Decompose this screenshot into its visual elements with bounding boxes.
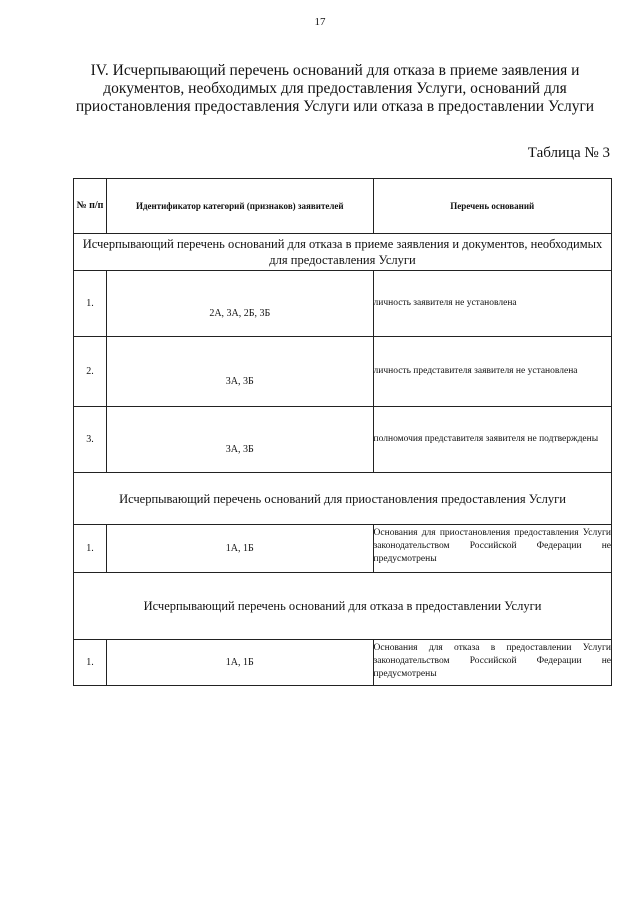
table-row xyxy=(74,640,612,686)
row-reason: Основания для отказа в предоставлении Услуги законодательством Российской Федерации не предусмотрены xyxy=(373,640,611,686)
section-row xyxy=(74,473,612,525)
row-identifier: 1А, 1Б xyxy=(107,525,373,573)
row-identifier: 3А, 3Б xyxy=(225,444,254,455)
row-number: 1. xyxy=(74,271,107,337)
row-reason: полномочия представителя заявителя не подтверждены xyxy=(373,407,611,473)
table-row xyxy=(74,271,612,337)
row-identifier: 1А, 1Б xyxy=(107,640,373,686)
table-header-row xyxy=(74,179,612,234)
section-title-suspension: Исчерпывающий перечень оснований для приостановления предоставления Услуги xyxy=(74,473,612,525)
table-caption: Таблица № 3 xyxy=(527,145,610,161)
page-number: 17 xyxy=(314,16,326,28)
section-title: IV. Исчерпывающий перечень оснований для отказа в приеме заявления и документов, необходимых для предоставления Услуги, оснований для приостановления предоставления Услуги или отказа в предоставлении Услуги xyxy=(75,62,595,115)
row-number: 1. xyxy=(74,525,107,573)
row-reason: личность представителя заявителя не установлена xyxy=(373,337,611,407)
section-row xyxy=(74,234,612,271)
header-identifier: Идентификатор категорий (признаков) заявителей xyxy=(107,179,373,234)
header-number: № п/п xyxy=(74,179,107,234)
row-number: 2. xyxy=(74,337,107,407)
row-reason: Основания для приостановления предоставления Услуги законодательством Российской Федерации не предусмотрены xyxy=(373,525,611,573)
table-row xyxy=(74,525,612,573)
header-reasons: Перечень оснований xyxy=(373,179,611,234)
row-reason: личность заявителя не установлена xyxy=(373,271,611,337)
section-title-refusal-acceptance: Исчерпывающий перечень оснований для отказа в приеме заявления и документов, необходимых для предоставления Услуги xyxy=(74,234,612,271)
table-row xyxy=(74,337,612,407)
row-identifier: 2А, 3А, 2Б, 3Б xyxy=(209,308,271,319)
row-number: 1. xyxy=(74,640,107,686)
section-title-refusal-service: Исчерпывающий перечень оснований для отказа в предоставлении Услуги xyxy=(74,573,612,640)
table-row xyxy=(74,407,612,473)
row-identifier: 3А, 3Б xyxy=(225,376,254,387)
section-row xyxy=(74,573,612,640)
grounds-table xyxy=(73,178,612,686)
row-number: 3. xyxy=(74,407,107,473)
